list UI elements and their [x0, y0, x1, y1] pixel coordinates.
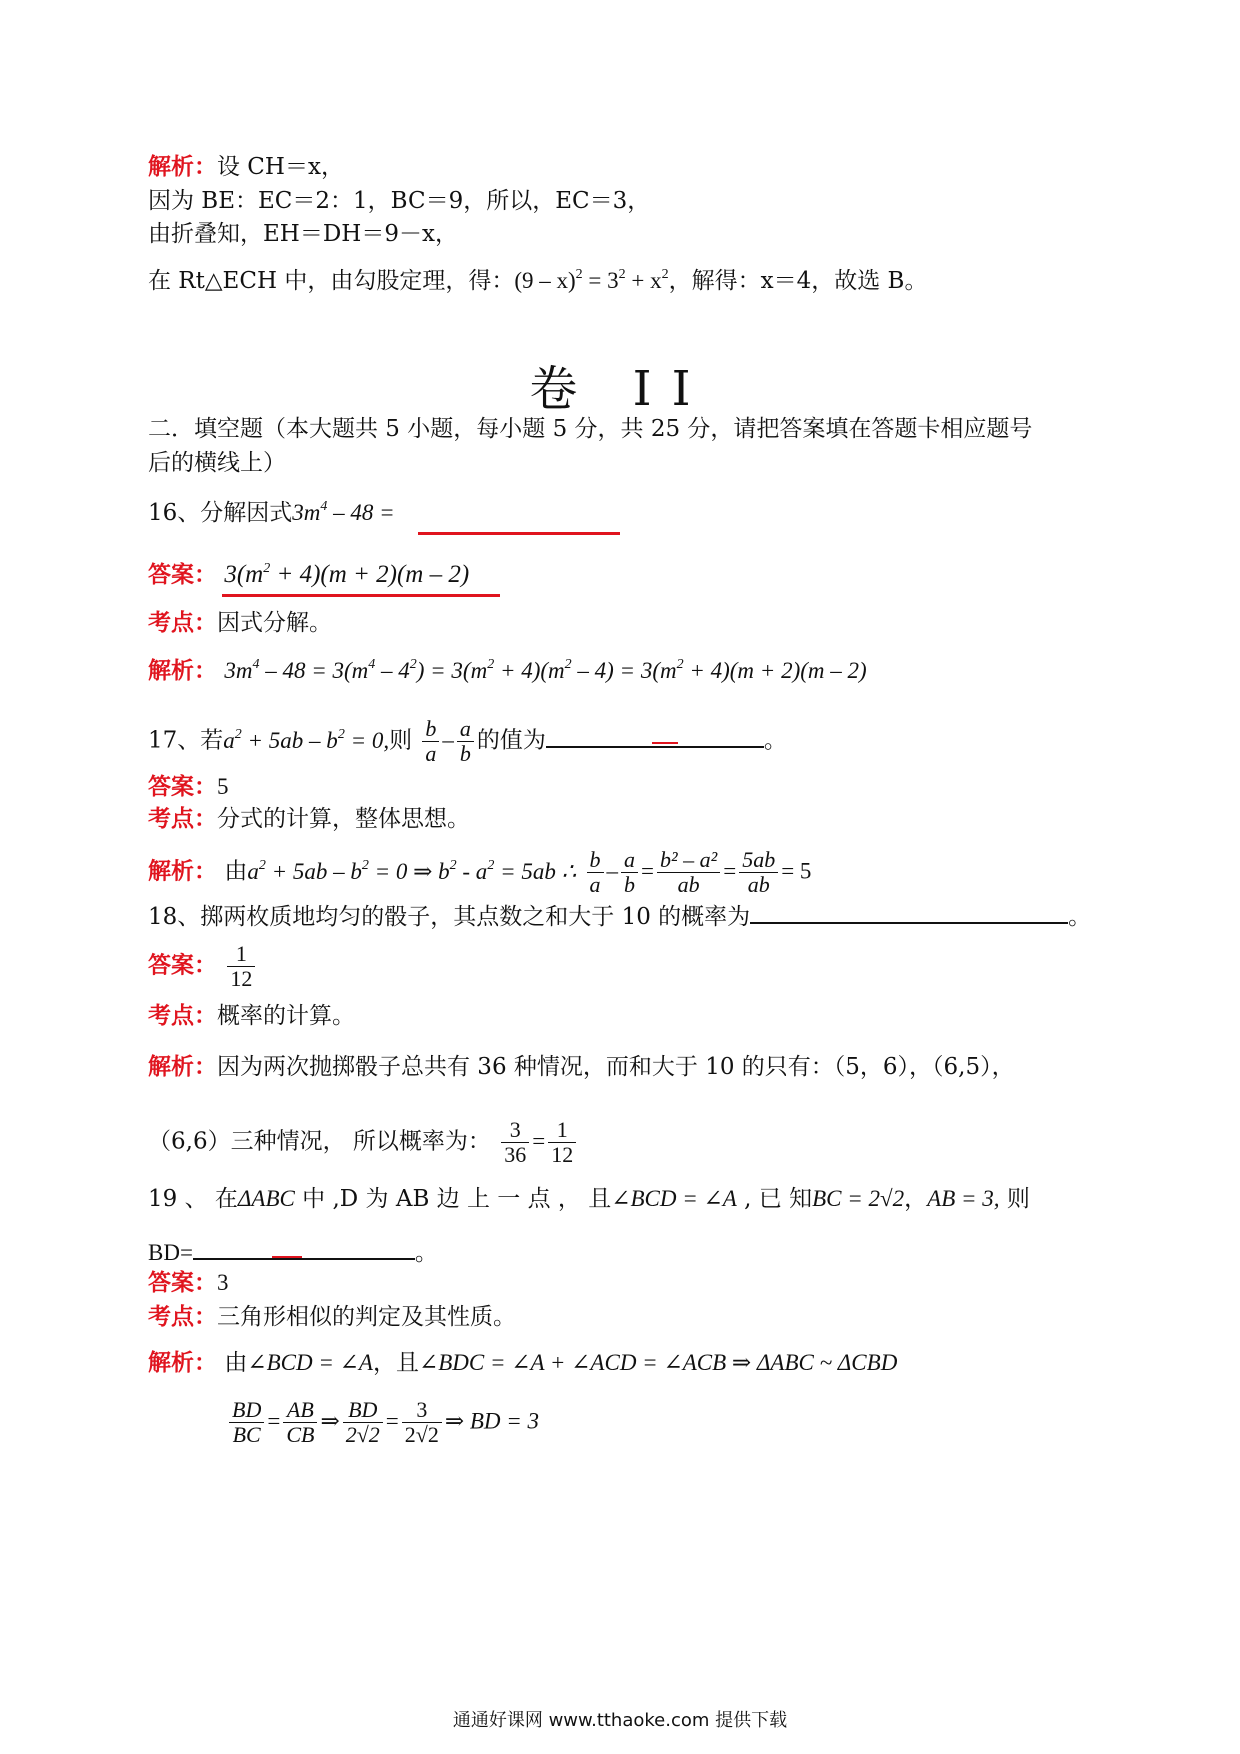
q16-stem: 16、分解因式$3m^4 - 48$ = — [148, 499, 395, 526]
page-footer: 通通好课网 www.tthaoke.com 提供下载 — [452, 1710, 788, 1731]
q17-frac-b-over-a: $\frac{b}{a}$ — [422, 717, 439, 766]
q16-answer-line: 答案： $3(m^2 + 4)(m + 2)(m - 2)$ — [148, 561, 470, 588]
q16-derivation: $3m^4 - 48 = 3(m^4 - 4^2) = 3(m^2 + 4)(m^2 - 4) = 3(m^2 + 4)(m + 2)(m - 2)$ — [224, 657, 867, 683]
q17-blank — [546, 726, 764, 748]
top-line-2: 因为 BE：EC＝2：1，BC＝9，所以，EC＝3， — [148, 188, 651, 214]
q19-blank — [193, 1238, 415, 1260]
top-line-4: 在 Rt△ECH 中，由勾股定理，得：$(9 - x)^2 = 3^2 + x^2$，解得：x＝4，故选 B。 — [148, 267, 928, 294]
top-line-1: 解析：设 CH＝x， — [148, 153, 344, 180]
q16-jiexi-line: 解析： $3m^4 - 48 = 3(m^4 - 4^2) = 3(m^2 + 4)(m^2 - 4) = 3(m^2 + 4)(m + 2)(m - 2)$ — [148, 657, 867, 684]
q18-kaodian-line: 考点：概率的计算。 — [148, 1002, 355, 1029]
q17-answer-line: 答案：5 — [148, 773, 229, 800]
q16-kaodian-line: 考点：因式分解。 — [148, 609, 332, 636]
q16-answer-underline — [222, 594, 500, 597]
section-heading-line-1: 二．填空题（本大题共 5 小题，每小题 5 分，共 25 分，请把答案填在答题卡相应题号 — [148, 416, 1033, 442]
q19-blank-red-mark — [272, 1256, 302, 1258]
jiexi-label: 解析 — [148, 153, 194, 180]
q19-jiexi-line-2: $\frac{BD}{BC}$ = $\frac{AB}{CB}$ ⇒ $\frac{BD}{2√2}$ = $\frac{3}{2√2}$ ⇒ BD = 3 — [226, 1398, 539, 1447]
q19-answer: 3 — [217, 1270, 229, 1295]
pythagoras-equation: $(9 - x)^2 = 3^2 + x^2$ — [514, 267, 669, 293]
daan-label: 答案 — [148, 561, 194, 588]
q18-stem: 18、掷两枚质地均匀的骰子，其点数之和大于 10 的概率为 。 — [148, 904, 1092, 930]
q17-frac-a-over-b: $\frac{a}{b}$ — [457, 717, 474, 766]
kaodian-label: 考点 — [148, 609, 194, 636]
q17-answer: 5 — [217, 774, 229, 799]
q19-jiexi-line-1: 解析： 由∠BCD = ∠A，且∠BDC = ∠A + ∠ACD = ∠ACB ⇒ ΔABC ~ ΔCBD — [148, 1349, 898, 1376]
q17-jiexi-line: 解析： 由$a^2 + 5ab - b^2 = 0$ ⇒ $b^2 - a^2 = 5ab$ ∴ $\frac{b}{a}$ – $\frac{a}{b}$ = $\frac{\text{b² – a²}}{ab}$ = $\frac{5ab}{ab}$ = 5 — [148, 847, 812, 897]
top-line-3: 由折叠知，EH＝DH＝9－x， — [148, 221, 458, 247]
top-text-1: 设 CH＝x， — [217, 154, 344, 180]
q17-blank-red-mark — [652, 742, 678, 744]
q16-answer-blank — [418, 532, 620, 535]
section-heading-line-2: 后的横线上） — [148, 450, 286, 476]
q16-answer: $3(m^2 + 4)(m + 2)(m - 2)$ — [224, 561, 470, 588]
q18-jiexi-line-1: 解析：因为两次抛掷骰子总共有 36 种情况，而和大于 10 的只有：（5，6），（6,5）， — [148, 1053, 1015, 1080]
q19-stem-line-1: 19 、 在ΔABC 中 ,D 为 AB 边 上 一 点 ， 且∠BCD = ∠A , 已 知BC = 2√2，AB = 3, 则 — [148, 1186, 1030, 1212]
q17-kaodian-line: 考点：分式的计算，整体思想。 — [148, 805, 470, 832]
q17-stem: 17、若$a^2 + 5ab - b^2 = 0$,则 $\frac{b}{a}$ – $\frac{a}{b}$ 的值为 。 — [148, 716, 787, 766]
q18-blank — [750, 902, 1068, 924]
section-title: 卷 II — [529, 361, 711, 417]
q19-stem-line-2: BD= 。 — [148, 1240, 438, 1266]
q18-answer: $\frac{1}{12}$ — [227, 942, 255, 991]
q18-answer-line: 答案： $\frac{1}{12}$ — [148, 942, 258, 991]
q18-jiexi-line-2: （6,6）三种情况， 所以概率为： $\frac{3}{36}$ = $\frac{1}{12}$ — [148, 1118, 579, 1167]
q19-answer-line: 答案：3 — [148, 1269, 229, 1296]
q19-kaodian-line: 考点：三角形相似的判定及其性质。 — [148, 1303, 516, 1330]
